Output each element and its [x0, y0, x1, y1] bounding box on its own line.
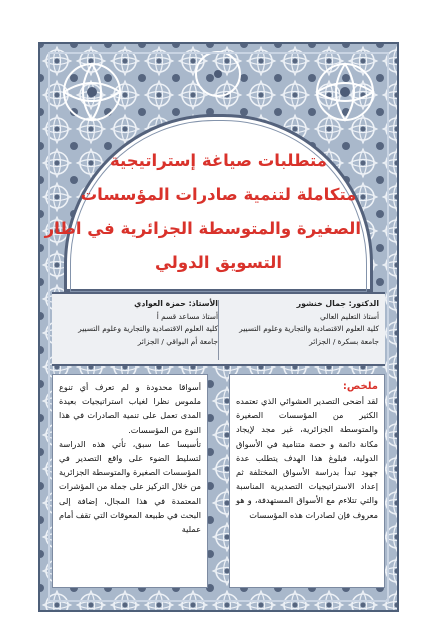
title-line: متكاملة لتنمية صادرات المؤسسات: [80, 185, 357, 204]
author-left: [58, 298, 218, 348]
abstract-label: ملخص:: [342, 381, 378, 392]
abstract-text: تأسيسا عما سبق، تأتي هذه الدراسة لتسليط الضوء على واقع التصدير في المؤسسات الصغيرة والمتوسطة الجزائرية من خلال التركيز على جملة من المؤشرات المعتمدة في هذا المجال، إضافة إلى البحث في طبيعة المعوقات التي تقف أمام عملية: [59, 438, 201, 535]
abstract-text: لقد أضحى التصدير العشوائي الذي تعتمده الكثير من المؤسسات الصغيرة والمتوسطة الجزائرية، غير مجد لإيجاد مكانة دائمة و حصة متنامية في الأسواق الدولية، فبلوغ هذا الهدف يتطلب عدة جهود تبدأ بدراسة الأسواق المختلفة ثم إعداد الاستراتيجيات التصديرية المناسبة والتي تتلاءم مع الأسواق المستهدفة، و هو معروف فإن لصادرات هذه المؤسسات: [236, 396, 378, 520]
author-faculty: كلية العلوم الاقتصادية والتجارية وعلوم التسيير: [78, 324, 218, 333]
article-title: [44, 144, 361, 280]
article-cover: [38, 42, 399, 612]
abstract-text: أسواقا محدودة و لم تعرف أي تنوع ملموس نظرا لغياب استراتيجيات بعيدة المدى تعمل على تنمية الصادرات في هذا النوع من المؤسسات.: [59, 382, 201, 435]
author-divider: [218, 300, 219, 360]
abstract-column-left: [52, 374, 208, 588]
author-faculty: كلية العلوم الاقتصادية والتجارية وعلوم التسيير: [239, 324, 379, 333]
author-university: جامعة بسكرة / الجزائر: [309, 336, 379, 346]
author-name: الدكتور: جمال خنشور: [296, 299, 379, 308]
title-line: الصغيرة والمتوسطة الجزائرية في اطار: [44, 219, 361, 238]
author-position: أستاذ مساعد قسم أ: [156, 311, 218, 321]
abstract-column-right: [229, 374, 385, 588]
title-line: التسويق الدولي: [154, 253, 283, 272]
author-university: جامعة أم البواقي / الجزائر: [137, 336, 218, 346]
authors-band: [52, 292, 385, 366]
author-position: أستاذ التعليم العالي: [320, 311, 379, 321]
author-right: [219, 298, 379, 348]
author-name: الأستاذ: حمزة العوادي: [134, 299, 218, 308]
title-line: متطلبات صياغة إستراتيجية: [109, 151, 327, 170]
